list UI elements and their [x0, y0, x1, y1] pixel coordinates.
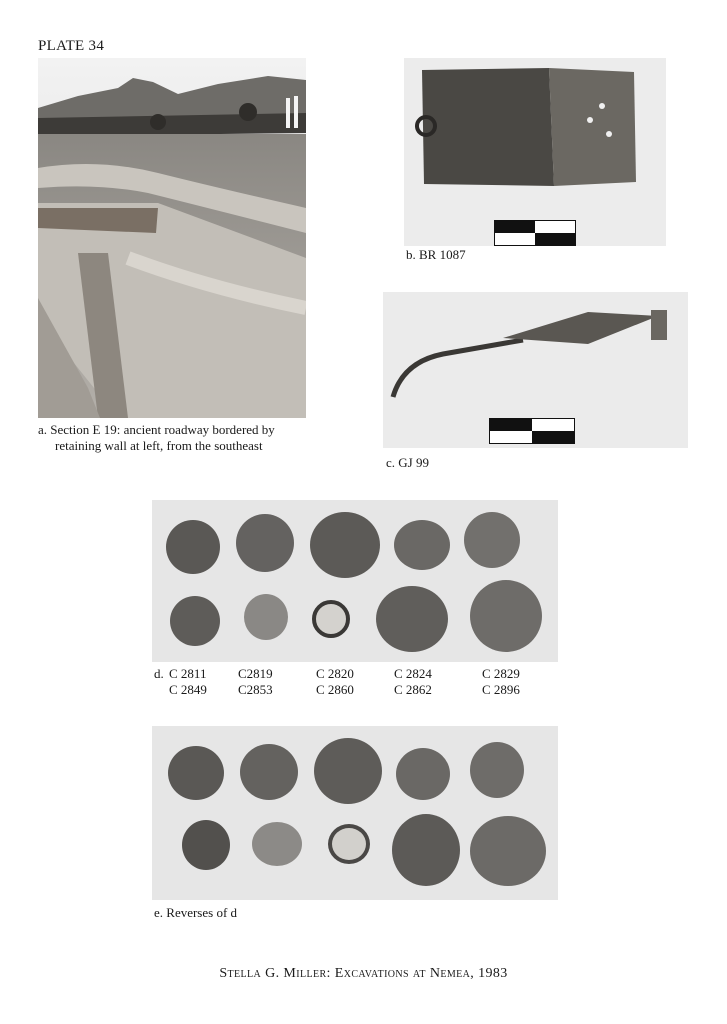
- coin-d-6: [170, 596, 220, 646]
- coin-label: C 2829: [482, 666, 520, 681]
- coin-d-9: [376, 586, 448, 652]
- caption-e: e. Reverses of d: [154, 905, 238, 920]
- coin-d-4: [394, 520, 450, 570]
- coin-label: C 2820: [316, 666, 354, 681]
- scale-bar-b: [494, 220, 576, 246]
- coin-e-9: [392, 814, 460, 886]
- coin-e-5: [470, 742, 524, 798]
- coin-label: C 2811: [169, 666, 207, 681]
- plate-label: PLATE 34: [38, 38, 105, 54]
- coin-e-3: [314, 738, 382, 804]
- photo-coins-obverse: [152, 500, 558, 662]
- coin-e-1: [168, 746, 224, 800]
- photo-coins-reverse: [152, 726, 558, 900]
- coin-labels-d: [152, 664, 558, 698]
- coin-e-4: [396, 748, 450, 800]
- coin-d-2: [236, 514, 294, 572]
- caption-c: c. GJ 99: [386, 455, 429, 470]
- coin-e-8: [328, 824, 370, 864]
- coin-d-8: [312, 600, 350, 638]
- caption-a-line1: a. Section E 19: ancient roadway bordered by: [38, 422, 275, 437]
- coin-label: C 2824: [394, 666, 432, 681]
- coin-label: C 2849: [169, 682, 207, 697]
- coin-label: C2853: [238, 682, 273, 697]
- scale-bar-c: [489, 418, 575, 444]
- coin-e-6: [182, 820, 230, 870]
- coin-label: C 2862: [394, 682, 432, 697]
- page-footer: Stella G. Miller: Excavations at Nemea, 1983: [219, 966, 508, 981]
- coin-label: C 2860: [316, 682, 354, 697]
- coin-label: C2819: [238, 666, 273, 681]
- caption-b: b. BR 1087: [406, 247, 466, 262]
- coin-label: C 2896: [482, 682, 520, 697]
- coin-e-7: [252, 822, 302, 866]
- coin-e-2: [240, 744, 298, 800]
- coin-d-7: [244, 594, 288, 640]
- coin-d-10: [470, 580, 542, 652]
- coin-labels-d-prefix: d.: [154, 666, 164, 681]
- photo-roadway: [38, 58, 306, 418]
- photo-br-1087: [404, 58, 666, 246]
- coin-d-1: [166, 520, 220, 574]
- caption-a-line2: retaining wall at left, from the southeast: [55, 438, 263, 453]
- coin-d-5: [464, 512, 520, 568]
- coin-e-10: [470, 816, 546, 886]
- coin-d-3: [310, 512, 380, 578]
